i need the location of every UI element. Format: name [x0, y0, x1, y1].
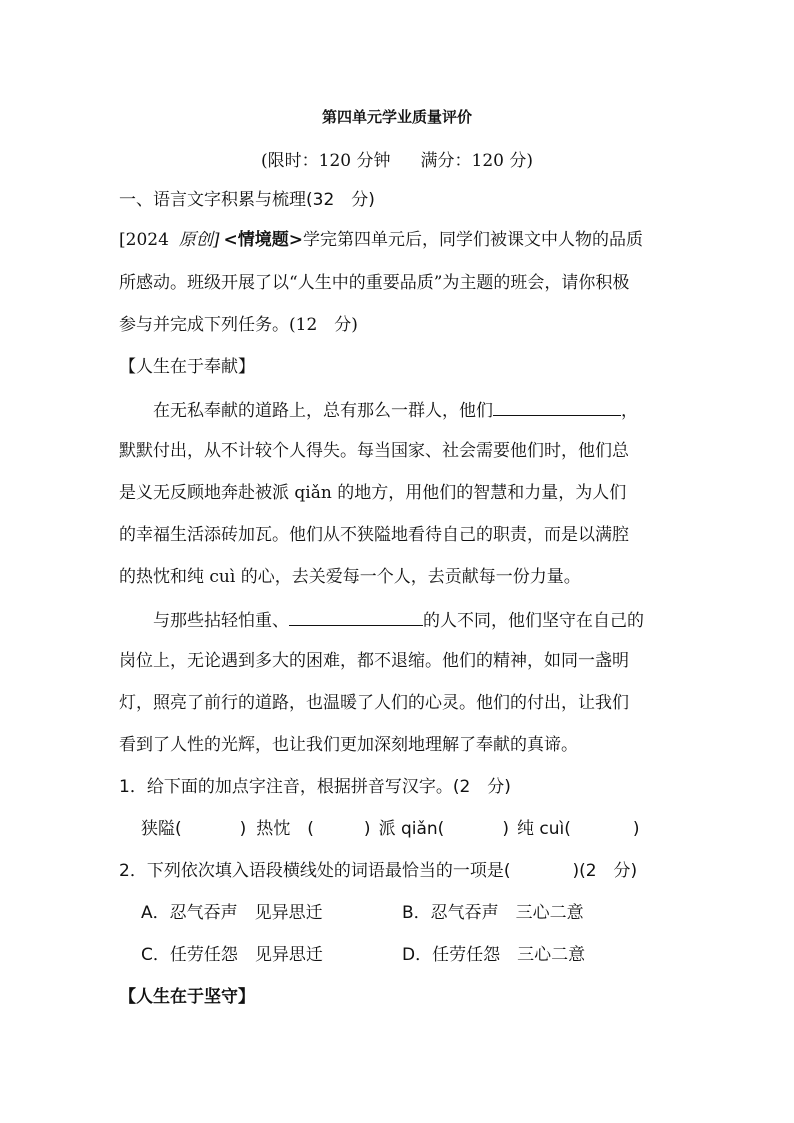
passage-line: 的热忱和纯 cuì 的心，去关爱每一个人，去贡献每一份力量。 [119, 567, 581, 587]
passage-line [153, 397, 638, 423]
option-b[interactable]: B．忍气吞声 三心二意 [402, 903, 584, 923]
fill-blank-1[interactable] [493, 397, 621, 416]
answer-paren: ) [632, 819, 640, 839]
passage-line: 默默付出，从不计较个人得失。每当国家、社会需要他们时，他们总 [119, 441, 629, 461]
passage-text: ， [621, 401, 638, 421]
page-title: 第四单元学业质量评价 [321, 108, 472, 126]
intro-text: 学完第四单元后，同学们被课文中人物的品质 [303, 230, 644, 250]
section-heading: 一、语言文字积累与梳理(32 分) [119, 190, 375, 210]
option-d[interactable]: D．任劳任怨 三心二意 [402, 945, 586, 965]
intro-line-2: 所感动。班级开展了以“人生中的重要品质”为主题的班会，请你积极 [119, 273, 630, 293]
passage-line: 岗位上，无论遇到多大的困难，都不退缩。他们的精神，如同一盏明 [119, 651, 629, 671]
question-1-answers [141, 817, 639, 841]
answer-label: 纯 cuì( [516, 819, 571, 839]
source-type: 原创] [178, 230, 220, 250]
answer-paren: ) [502, 819, 509, 839]
answer-label: 热忱 ( [256, 819, 314, 839]
passage-line [153, 607, 644, 633]
answer-label: 派 qiǎn( [378, 819, 445, 839]
passage-text: 在无私奉献的道路上，总有那么一群人，他们 [153, 401, 493, 421]
answer-paren: ) [363, 819, 371, 839]
passage-text: 与那些拈轻怕重、 [153, 611, 289, 631]
source-year: [2024 [119, 230, 169, 250]
answer-paren: ) [239, 819, 247, 839]
option-a[interactable]: A．忍气吞声 见异思迁 [141, 903, 323, 923]
fill-blank-2[interactable] [289, 607, 423, 626]
time-limit: (限时：120 分钟 [261, 151, 391, 171]
answer-label: 狭隘( [141, 819, 182, 839]
option-c[interactable]: C．任劳任怨 见异思迁 [141, 945, 323, 965]
passage-line: 是义无反顾地奔赴被派 qiǎn 的地方，用他们的智慧和力量，为人们 [119, 483, 627, 503]
passage-line: 看到了人性的光辉，也让我们更加深刻地理解了奉献的真谛。 [119, 735, 578, 755]
block-heading-perseverance: 【人生在于坚守】 [119, 987, 255, 1007]
question-2-stem [119, 859, 637, 883]
block-heading-dedication: 【人生在于奉献】 [119, 357, 255, 377]
passage-text: 的人不同，他们坚守在自己的 [423, 611, 644, 631]
passage-line: 的幸福生活添砖加瓦。他们从不狭隘地看待自己的职责，而是以满腔 [119, 525, 629, 545]
question-1-stem: 1．给下面的加点字注音，根据拼音写汉字。(2 分) [119, 777, 511, 797]
question-score: )(2 分) [572, 861, 638, 881]
question-text: 2．下列依次填入语段横线处的词语最恰当的一项是( [119, 861, 511, 881]
time-and-score-limit [0, 146, 794, 171]
intro-line-1 [119, 228, 643, 252]
intro-line-3: 参与并完成下列任务。(12 分) [119, 315, 358, 335]
passage-line: 灯，照亮了前行的道路，也温暖了人们的心灵。他们的付出，让我们 [119, 693, 629, 713]
full-score: 满分：120 分) [420, 151, 533, 171]
context-tag: <情境题> [223, 230, 304, 250]
